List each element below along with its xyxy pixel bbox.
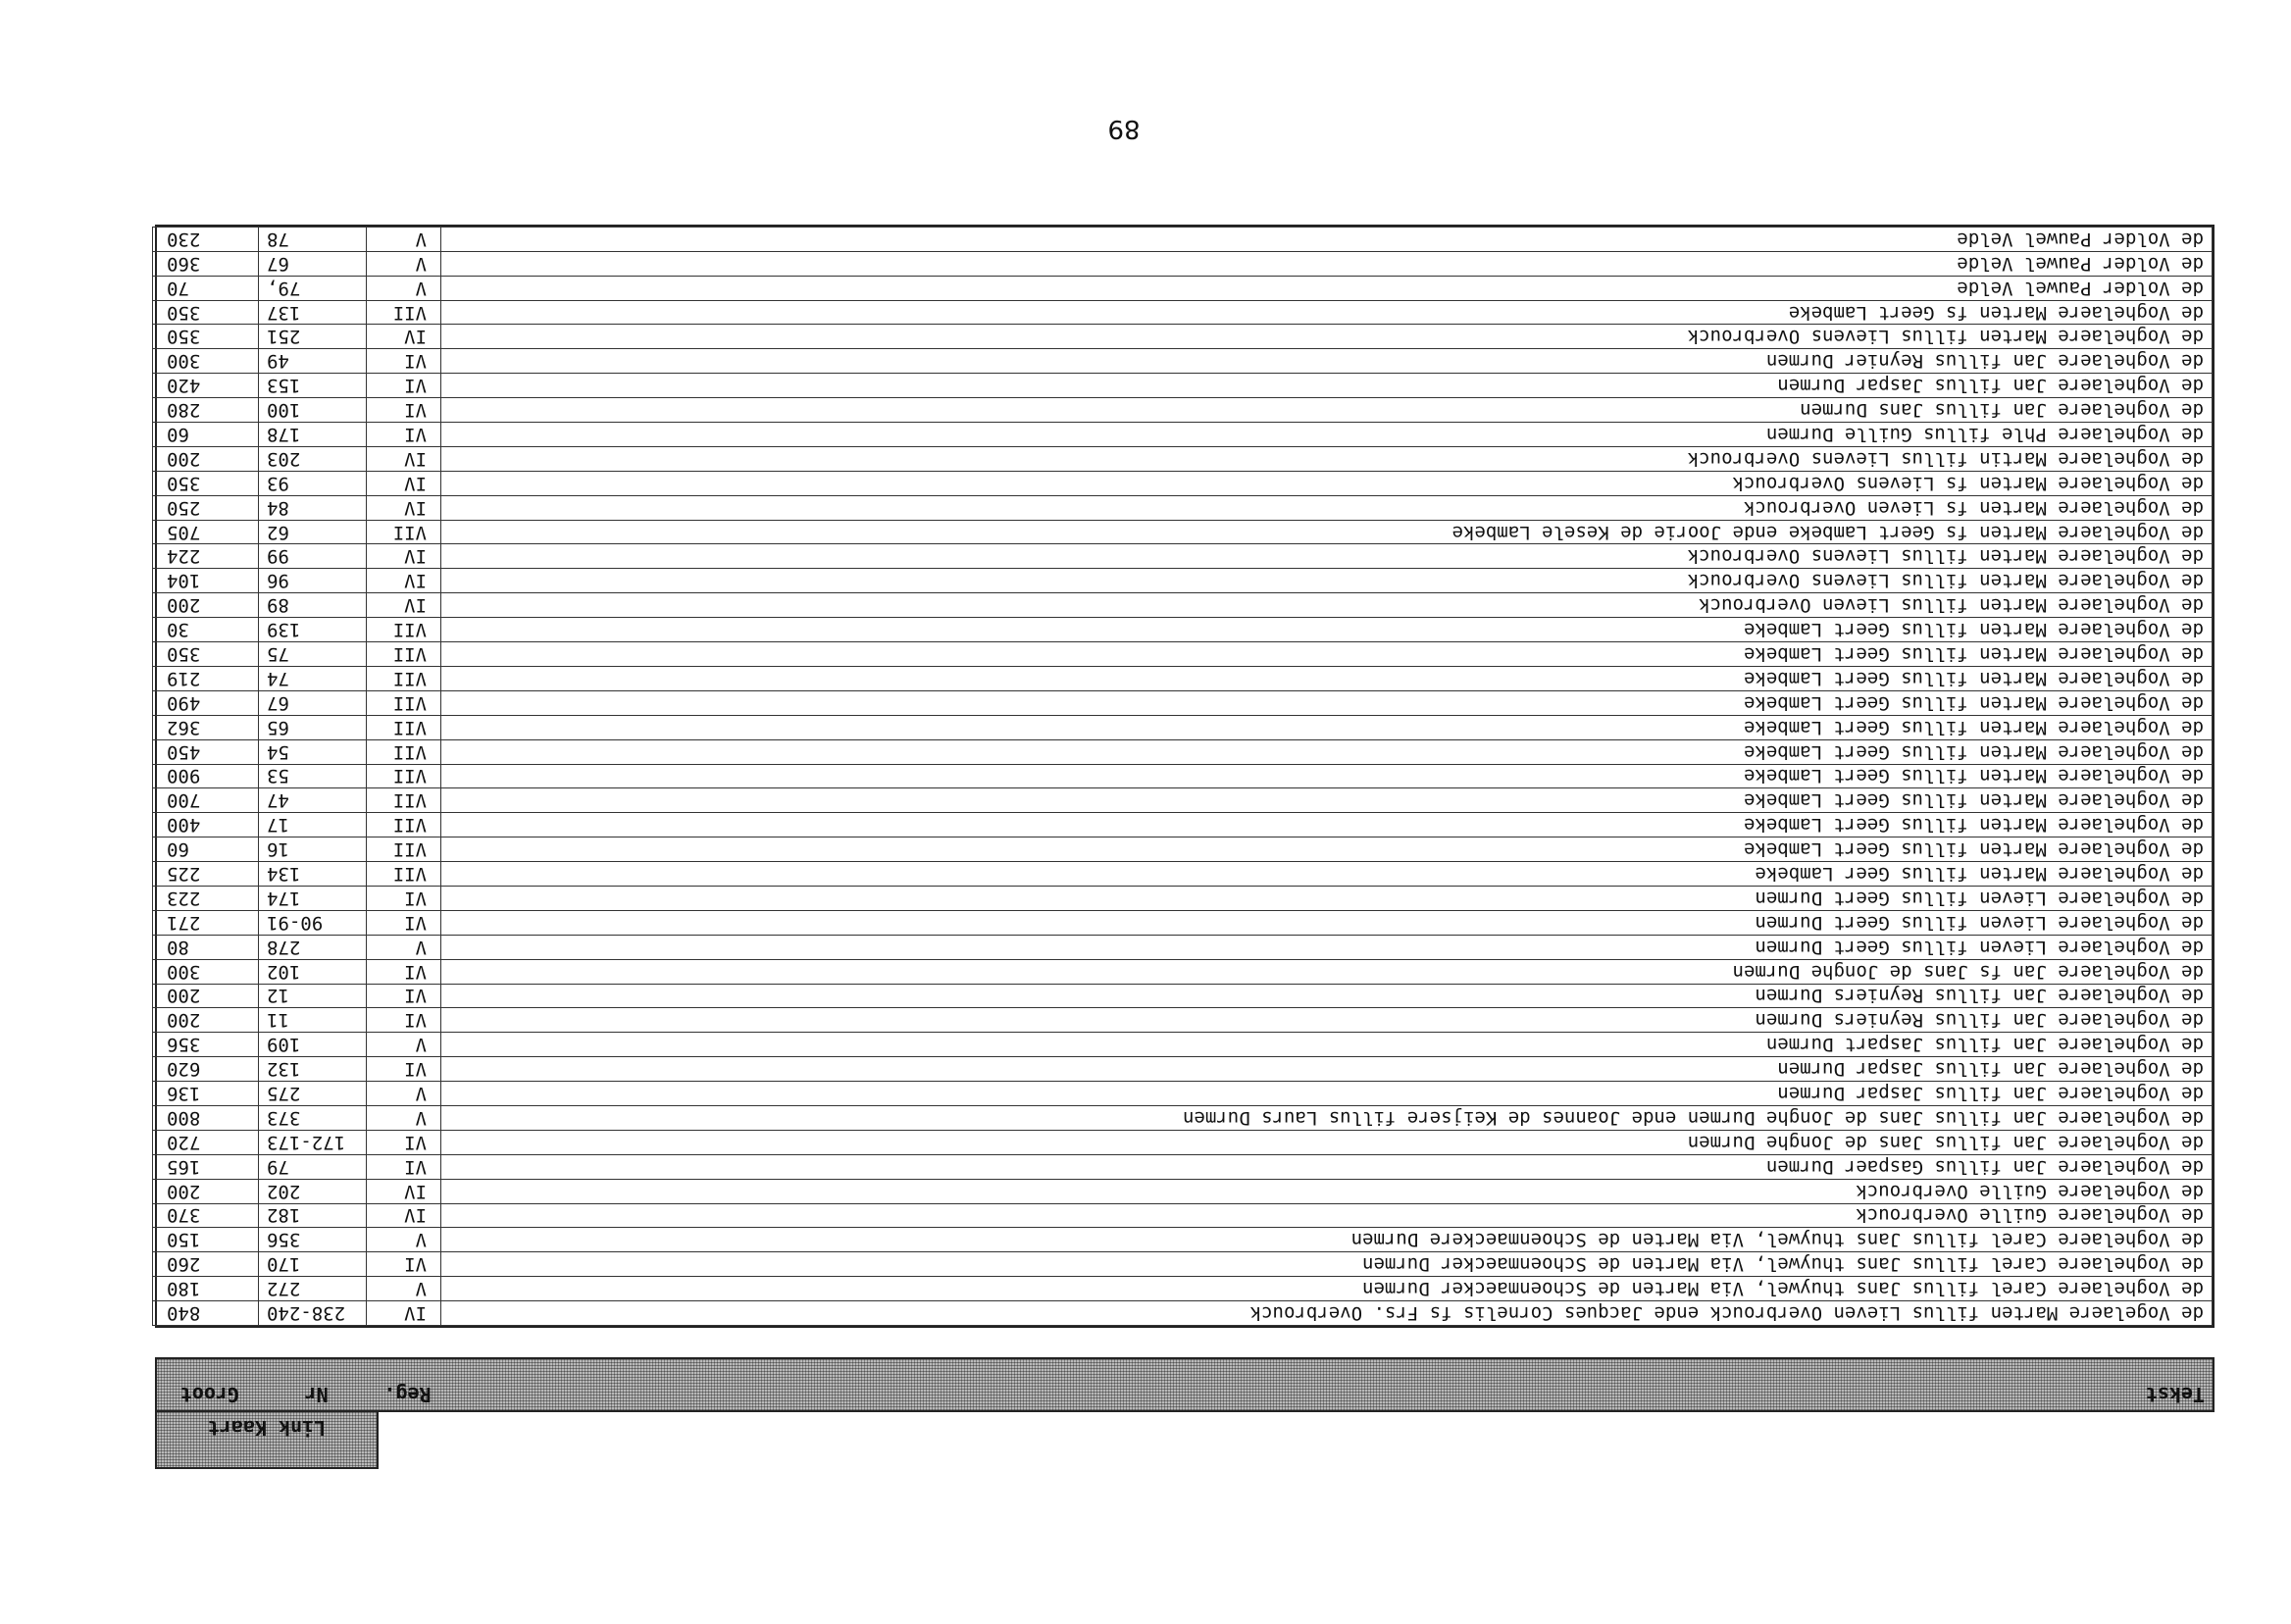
cell-reg: IV (367, 569, 441, 593)
cell-reg: VII (367, 666, 441, 690)
cell-size: 362 (153, 715, 259, 739)
table-row (153, 398, 2213, 423)
cell-text: de Voghelaere Marten fillus Geert Lambeke (441, 642, 2213, 667)
table-body (153, 227, 2213, 1325)
cell-size: 230 (153, 227, 259, 251)
cell-page: 137 (259, 300, 367, 325)
cell-size: 900 (153, 764, 259, 788)
cell-text: de Voghelaere Lieven fillus Geert Durmen (441, 886, 2213, 910)
cell-text: de Voghelaere Jan fillus Jaspart Durmen (441, 1033, 2213, 1057)
cell-reg: IV (367, 544, 441, 569)
cell-page: 139 (259, 618, 367, 642)
cell-size: 200 (153, 1008, 259, 1033)
cell-page: 47 (259, 788, 367, 813)
cell-text: de Volder Pauwel Velde (441, 227, 2213, 251)
cell-text: de Voghelaere Carel fillus Jans thuywel, Via Marten de Schoenmaecker Durmen (441, 1277, 2213, 1301)
cell-size: 370 (153, 1203, 259, 1228)
cell-page: 132 (259, 1057, 367, 1082)
header-reg: Reg. (383, 1383, 432, 1406)
table-row (153, 251, 2213, 276)
table-row (153, 423, 2213, 447)
cell-size: 840 (153, 1301, 259, 1326)
cell-reg: IV (367, 593, 441, 618)
cell-page: 12 (259, 984, 367, 1008)
cell-page: 172-173 (259, 1130, 367, 1154)
cell-reg: VI (367, 1252, 441, 1277)
cell-reg: VII (367, 642, 441, 667)
cell-size: 200 (153, 984, 259, 1008)
cell-size: 800 (153, 1105, 259, 1130)
cell-reg: V (367, 1082, 441, 1106)
cell-size: 200 (153, 1179, 259, 1203)
table-row (153, 715, 2213, 739)
header-size: Groot (179, 1383, 240, 1406)
cell-reg: IV (367, 495, 441, 520)
cell-size: 350 (153, 300, 259, 325)
cell-text: de Voghelaere Guille Overbrouck (441, 1179, 2213, 1203)
table-row (153, 1082, 2213, 1106)
table-row (153, 1130, 2213, 1154)
cell-text: de Voghelaere Jan fillus Reyniers Durmen (441, 984, 2213, 1008)
register-table (155, 225, 2215, 1328)
cell-page: 373 (259, 1105, 367, 1130)
table-subheader (155, 1410, 379, 1469)
cell-reg: IV (367, 446, 441, 471)
cell-page: 238-240 (259, 1301, 367, 1326)
cell-reg: VII (367, 300, 441, 325)
cell-text: de Vogelaere Marten fillus Lieven Overbrouck ende Jacques Cornelis fs Frs. Overbrouck (441, 1301, 2213, 1326)
cell-reg: VI (367, 984, 441, 1008)
cell-reg: VII (367, 520, 441, 544)
cell-text: de Voghelaere Jan fillus Jans de Jonghe Durmen (441, 1130, 2213, 1154)
cell-text: de Voghelaere Phle fillus Guille Durmen (441, 423, 2213, 447)
header-sub-label: Link Kaart (207, 1416, 327, 1440)
cell-page: 203 (259, 446, 367, 471)
cell-size: 30 (153, 618, 259, 642)
cell-text: de Voghelaere Lieven fillus Geert Durmen (441, 935, 2213, 959)
cell-size: 180 (153, 1277, 259, 1301)
table-row (153, 690, 2213, 715)
cell-page: 96 (259, 569, 367, 593)
cell-size: 350 (153, 471, 259, 495)
cell-size: 219 (153, 666, 259, 690)
cell-reg: V (367, 276, 441, 300)
cell-page: 67 (259, 251, 367, 276)
table-row (153, 1252, 2213, 1277)
cell-text: de Voghelaere Jan fillus Gaspaer Durmen (441, 1154, 2213, 1179)
cell-reg: VII (367, 862, 441, 887)
cell-size: 350 (153, 642, 259, 667)
cell-text: de Voghelaere Guille Overbrouck (441, 1203, 2213, 1228)
cell-size: 271 (153, 910, 259, 935)
table-row (153, 349, 2213, 374)
cell-page: 170 (259, 1252, 367, 1277)
table-row (153, 1277, 2213, 1301)
cell-reg: VII (367, 837, 441, 862)
cell-page: 84 (259, 495, 367, 520)
cell-size: 224 (153, 544, 259, 569)
cell-reg: VI (367, 1008, 441, 1033)
cell-size: 720 (153, 1130, 259, 1154)
cell-text: de Voghelaere Marten fillus Lievens Overbrouck (441, 325, 2213, 349)
cell-text: de Voghelaere Marten fillus Geert Lambeke (441, 837, 2213, 862)
table-row (153, 666, 2213, 690)
table-row (153, 1301, 2213, 1326)
cell-page: 99 (259, 544, 367, 569)
cell-reg: IV (367, 325, 441, 349)
cell-text: de Voghelaere Marten fs Lieven Overbrouck (441, 495, 2213, 520)
cell-page: 75 (259, 642, 367, 667)
table-row (153, 959, 2213, 984)
cell-text: de Voghelaere Jan fillus Jaspar Durmen (441, 1057, 2213, 1082)
cell-page: 90-91 (259, 910, 367, 935)
cell-reg: V (367, 935, 441, 959)
cell-page: 109 (259, 1033, 367, 1057)
cell-text: de Volder Pauwel Velde (441, 251, 2213, 276)
cell-size: 165 (153, 1154, 259, 1179)
cell-page: 102 (259, 959, 367, 984)
table-row (153, 495, 2213, 520)
cell-page: 278 (259, 935, 367, 959)
cell-reg: V (367, 1228, 441, 1252)
cell-reg: V (367, 1277, 441, 1301)
header-page: Nr (304, 1383, 329, 1406)
cell-reg: V (367, 1105, 441, 1130)
cell-reg: IV (367, 471, 441, 495)
cell-reg: VII (367, 739, 441, 764)
table-row (153, 569, 2213, 593)
table-row (153, 1179, 2213, 1203)
cell-size: 225 (153, 862, 259, 887)
cell-page: 79 (259, 1154, 367, 1179)
table-row (153, 813, 2213, 837)
table-row (153, 739, 2213, 764)
table-row (153, 642, 2213, 667)
cell-page: 178 (259, 423, 367, 447)
cell-page: 89 (259, 593, 367, 618)
cell-page: 182 (259, 1203, 367, 1228)
table-row (153, 862, 2213, 887)
cell-text: de Voghelaere Jan fillus Jaspar Durmen (441, 1082, 2213, 1106)
table-header (155, 1357, 2215, 1412)
cell-size: 350 (153, 325, 259, 349)
table-row (153, 1154, 2213, 1179)
cell-size: 300 (153, 349, 259, 374)
cell-page: 134 (259, 862, 367, 887)
cell-page: 272 (259, 1277, 367, 1301)
table-row (153, 984, 2213, 1008)
cell-text: de Voghelaere Carel fillus Jans thuywel, Via Marten de Schoenmaeckere Durmen (441, 1228, 2213, 1252)
cell-page: 79, (259, 276, 367, 300)
table-row (153, 788, 2213, 813)
cell-text: de Voghelaere Marten fillus Geer Lambeke (441, 862, 2213, 887)
table-row (153, 837, 2213, 862)
table-row (153, 910, 2213, 935)
cell-reg: V (367, 251, 441, 276)
cell-text: de Voghelaere Marten fs Geert Lambeke ende Joorie de Kesele Lambeke (441, 520, 2213, 544)
cell-reg: VI (367, 910, 441, 935)
table-row (153, 300, 2213, 325)
cell-text: de Voghelaere Jan fillus Reynier Durmen (441, 349, 2213, 374)
cell-reg: VI (367, 349, 441, 374)
cell-text: de Voghelaere Marten fillus Geert Lambeke (441, 618, 2213, 642)
cell-reg: VII (367, 764, 441, 788)
cell-page: 153 (259, 374, 367, 398)
table-row (153, 1033, 2213, 1057)
cell-size: 150 (153, 1228, 259, 1252)
table-row (153, 1105, 2213, 1130)
cell-text: de Voghelaere Marten fs Lievens Overbrouck (441, 471, 2213, 495)
table-row (153, 325, 2213, 349)
cell-text: de Voghelaere Jan fillus Reyniers Durmen (441, 1008, 2213, 1033)
cell-page: 49 (259, 349, 367, 374)
cell-reg: V (367, 227, 441, 251)
cell-size: 80 (153, 935, 259, 959)
cell-reg: VII (367, 715, 441, 739)
table-row (153, 1008, 2213, 1033)
cell-page: 67 (259, 690, 367, 715)
cell-text: de Voghelaere Jan fillus Jaspar Durmen (441, 374, 2213, 398)
cell-size: 200 (153, 446, 259, 471)
cell-text: de Voghelaere Marten fillus Lievens Overbrouck (441, 569, 2213, 593)
cell-page: 65 (259, 715, 367, 739)
table-row (153, 446, 2213, 471)
cell-size: 705 (153, 520, 259, 544)
table-row (153, 520, 2213, 544)
cell-text: de Voghelaere Lieven fillus Geert Durmen (441, 910, 2213, 935)
cell-reg: IV (367, 1179, 441, 1203)
cell-text: de Voghelaere Marten fillus Geert Lambeke (441, 690, 2213, 715)
cell-reg: VI (367, 423, 441, 447)
cell-size: 700 (153, 788, 259, 813)
cell-text: de Voghelaere Jan fs Jans de Jonghe Durmen (441, 959, 2213, 984)
cell-reg: VII (367, 690, 441, 715)
table-row (153, 374, 2213, 398)
cell-size: 70 (153, 276, 259, 300)
table-row (153, 276, 2213, 300)
cell-reg: VI (367, 1130, 441, 1154)
cell-size: 280 (153, 398, 259, 423)
cell-text: de Voghelaere Marten fillus Geert Lambeke (441, 813, 2213, 837)
table-row (153, 886, 2213, 910)
cell-page: 93 (259, 471, 367, 495)
cell-page: 54 (259, 739, 367, 764)
cell-page: 78 (259, 227, 367, 251)
cell-page: 11 (259, 1008, 367, 1033)
cell-text: de Voghelaere Marten fillus Lieven Overbrouck (441, 593, 2213, 618)
cell-reg: VI (367, 886, 441, 910)
cell-size: 104 (153, 569, 259, 593)
cell-size: 250 (153, 495, 259, 520)
cell-reg: VI (367, 959, 441, 984)
cell-size: 356 (153, 1033, 259, 1057)
cell-size: 223 (153, 886, 259, 910)
cell-text: de Voghelaere Jan fillus Jans de Jonghe Durmen ende Joannes de Keijsere fillus Laurs Durmen (441, 1105, 2213, 1130)
cell-size: 200 (153, 593, 259, 618)
cell-text: de Voghelaere Martin fillus Lievens Overbrouck (441, 446, 2213, 471)
cell-reg: VI (367, 1154, 441, 1179)
cell-text: de Voghelaere Marten fillus Lievens Overbrouck (441, 544, 2213, 569)
cell-reg: VI (367, 398, 441, 423)
cell-text: de Voghelaere Marten fs Geert Lambeke (441, 300, 2213, 325)
cell-reg: VI (367, 374, 441, 398)
cell-size: 400 (153, 813, 259, 837)
cell-text: de Voghelaere Marten fillus Geert Lambeke (441, 715, 2213, 739)
cell-text: de Voghelaere Jan fillus Jans Durmen (441, 398, 2213, 423)
cell-text: de Voghelaere Carel fillus Jans thuywel, Via Marten de Schoenmaecker Durmen (441, 1252, 2213, 1277)
cell-size: 60 (153, 837, 259, 862)
table-row (153, 1057, 2213, 1082)
cell-size: 490 (153, 690, 259, 715)
cell-page: 356 (259, 1228, 367, 1252)
cell-page: 100 (259, 398, 367, 423)
cell-page: 251 (259, 325, 367, 349)
cell-reg: IV (367, 1203, 441, 1228)
cell-page: 74 (259, 666, 367, 690)
cell-size: 136 (153, 1082, 259, 1106)
cell-page: 53 (259, 764, 367, 788)
cell-text: de Voghelaere Marten fillus Geert Lambeke (441, 764, 2213, 788)
table-row (153, 471, 2213, 495)
cell-text: de Voghelaere Marten fillus Geert Lambeke (441, 739, 2213, 764)
cell-size: 260 (153, 1252, 259, 1277)
cell-page: 16 (259, 837, 367, 862)
cell-reg: VI (367, 1057, 441, 1082)
table-row (153, 544, 2213, 569)
table-row (153, 764, 2213, 788)
table-row (153, 618, 2213, 642)
cell-size: 620 (153, 1057, 259, 1082)
cell-reg: IV (367, 1301, 441, 1326)
cell-reg: VII (367, 618, 441, 642)
table-row (153, 1203, 2213, 1228)
table-row (153, 1228, 2213, 1252)
cell-page: 62 (259, 520, 367, 544)
table-row (153, 935, 2213, 959)
cell-size: 360 (153, 251, 259, 276)
table-row (153, 227, 2213, 251)
cell-page: 174 (259, 886, 367, 910)
cell-page: 17 (259, 813, 367, 837)
page-number: 89 (1107, 114, 1141, 143)
cell-text: de Voghelaere Marten fillus Geert Lambeke (441, 788, 2213, 813)
cell-page: 202 (259, 1179, 367, 1203)
cell-text: de Volder Pauwel Velde (441, 276, 2213, 300)
cell-reg: VII (367, 813, 441, 837)
cell-text: de Voghelaere Marten fillus Geert Lambeke (441, 666, 2213, 690)
cell-size: 60 (153, 423, 259, 447)
cell-page: 275 (259, 1082, 367, 1106)
cell-size: 420 (153, 374, 259, 398)
header-text: Tekst (2145, 1383, 2205, 1406)
cell-reg: V (367, 1033, 441, 1057)
cell-size: 300 (153, 959, 259, 984)
table-row (153, 593, 2213, 618)
cell-reg: VII (367, 788, 441, 813)
cell-size: 450 (153, 739, 259, 764)
